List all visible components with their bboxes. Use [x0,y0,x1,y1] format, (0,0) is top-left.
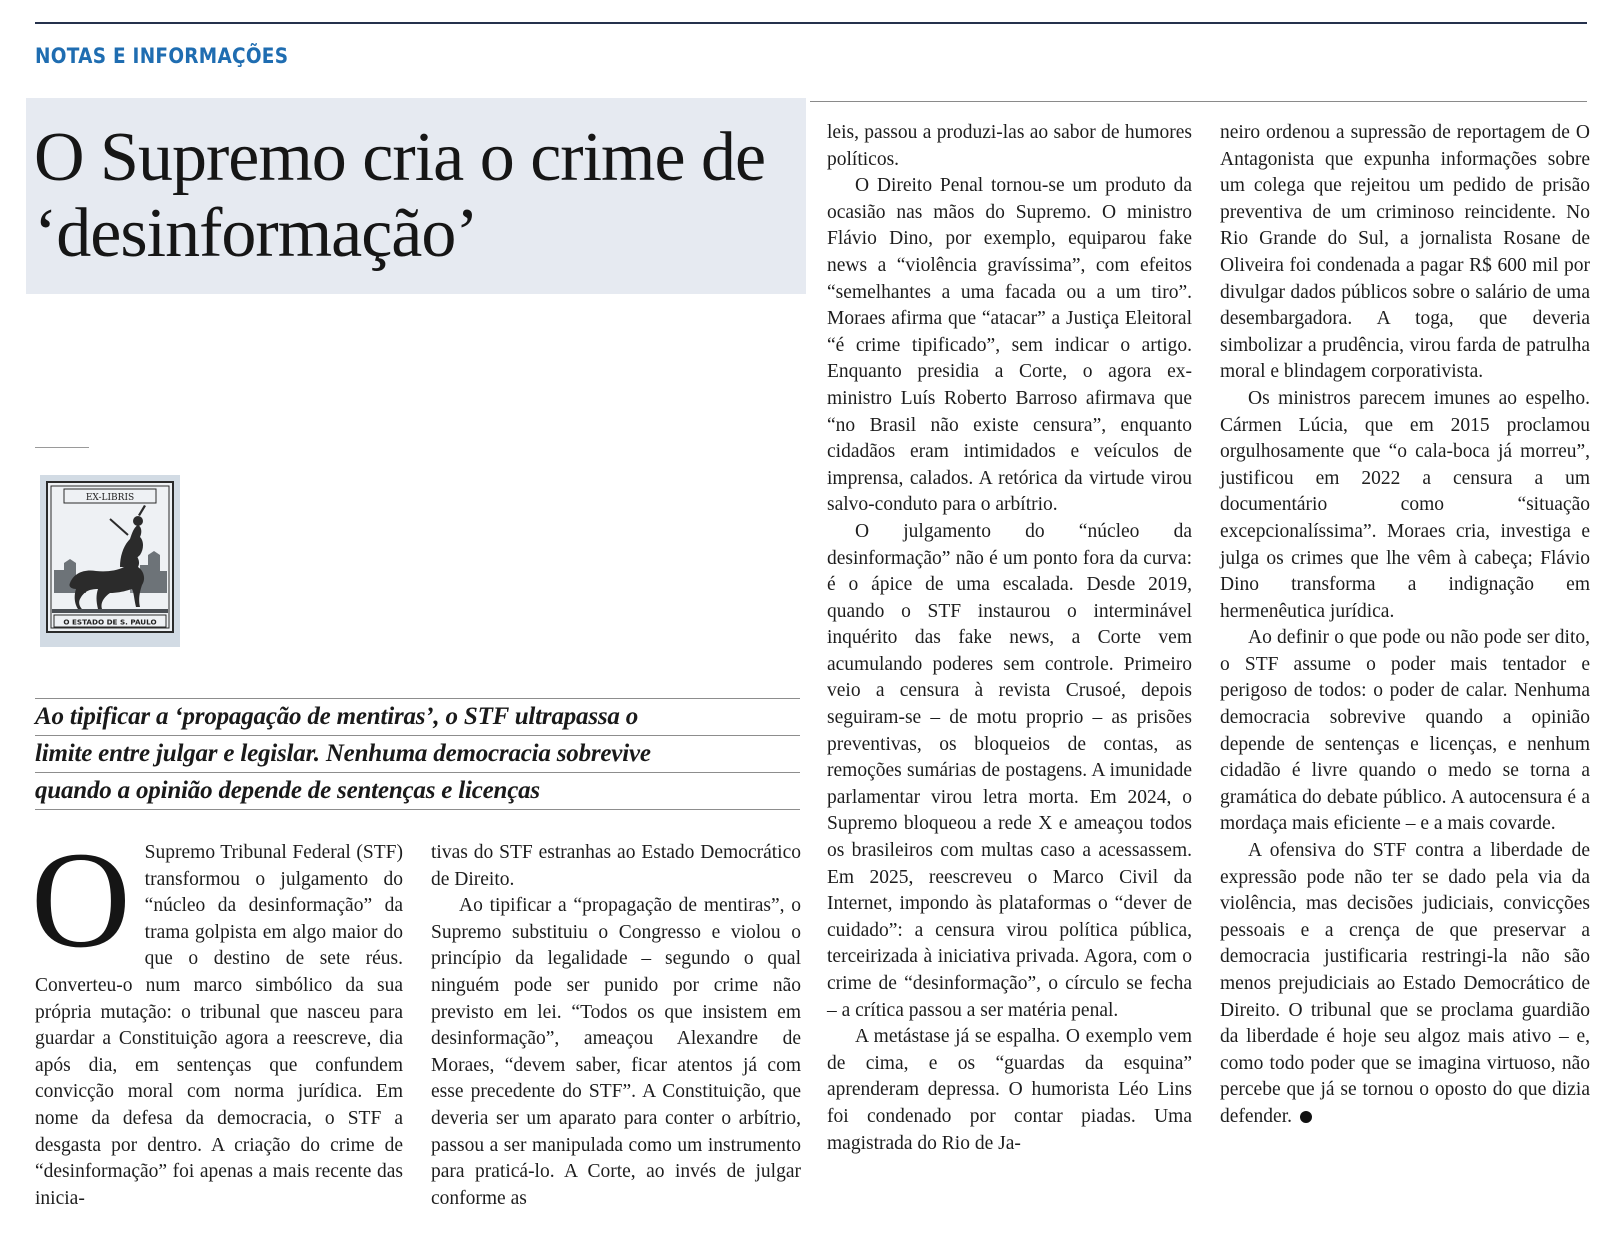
paragraph: Ao definir o que pode ou não pode ser dito, o STF assume o poder mais tentador e perigoso de todos: o poder de calar. Nenhuma democracia sobrevive quando a opinião depende de sentenças e licenças, e nenhum cidadão é livre quando o medo se torna a gramática do debate público. A autocensura é a mordaça mais eficiente – e a mais covarde. [1220,627,1590,835]
paragraph: O Direito Penal tornou-se um produto da ocasião nas mãos do Supremo. O ministro Flávio Dino, por exemplo, equiparou fake news a “violência gravíssima”, com efeitos “semelhantes a uma facada ou a um tiro”. Moraes afirma que “atacar” a Justiça Eleitoral “é crime tipificado”, sem indicar o artigo. Enquanto presidia a Corte, o agora ex-ministro Luís Roberto Barroso afirmava que “no Brasil não existe censura”, enquanto cidadãos eram intimidados e veículos de imprensa, calados. A retórica da virtude virou salvo-conduto para o arbítrio. [827,175,1192,516]
deck-line: Ao tipificar a ‘propagação de mentiras’, o STF ultrapassa o [35,698,800,735]
column-top-rule [810,101,1587,102]
article-column-1 [31,823,403,1212]
paragraph: Supremo Tribunal Federal (STF) transformou o julgamento do “núcleo da desinformação” da trama golpista em algo maior do que o destino de sete réus. Converteu-o num marco simbólico da sua própria mutação: o tribunal que nasceu para guardar a Constituição agora a reescreve, dia após dia, em sentenças que confundem convicção moral com norma jurídica. Em nome da defesa da democracia, o STF a desgasta por dentro. A criação do crime de “desinformação” foi apenas a mais recente das inicia- [35,842,403,1209]
drop-cap: O [31,823,131,976]
paragraph: neiro ordenou a supressão de reportagem de O Antagonista que expunha informações sobre um colega que rejeitou um pedido de prisão preventiva de um criminoso reincidente. No Rio Grande do Sul, a jornalista Rosane de Oliveira foi condenada a pagar R$ 600 mil por divulgar dados públicos sobre o salário de uma desembargadora. A toga, que deveria simbolizar a prudência, virou farda de patrulha moral e blindagem corporativista. [1220,122,1590,383]
deck-bottom-rule [35,809,800,810]
ex-libris-logo [40,475,180,647]
logo-top-text: EX-LIBRIS [85,493,135,503]
paragraph: Os ministros parecem imunes ao espelho. Cármen Lúcia, que em 2015 proclamou orgulhosamente que “o cala-boca já morreu”, justificou em 2022 a censura a um documentário como “situação excepcionalíssima”. Moraes cria, investiga e julga os crimes que lhe vêm à cabeça; Flávio Dino transforma a indignação em hermenêutica jurídica. [1220,387,1590,622]
deck-line: limite entre julgar e legislar. Nenhuma democracia sobrevive [35,735,800,772]
end-mark-icon [1300,1111,1312,1123]
paragraph: A ofensiva do STF contra a liberdade de expressão pode não ter se dado pela via da violência, mas decisões judiciais, convicções pessoais e a crença de que preservar a democracia justificaria restringi-la não são menos prejudiciais ao Estado Democrático de Direito. O tribunal que se proclama guardião da liberdade é hoje seu algoz mais ativo – e, como todo poder que se imagina virtuoso, não percebe que já se tornou o oposto do que dizia defender. [1220,840,1590,1127]
article-column-2 [431,840,801,1212]
top-rule [35,22,1587,24]
paragraph: tivas do STF estranhas ao Estado Democrático de Direito. [431,842,801,890]
article-column-3 [827,120,1192,1157]
deck [35,698,800,810]
logo-bottom-text: O ESTADO DE S. PAULO [63,617,157,627]
headline: O Supremo cria o crime de ‘desinformação’ [34,119,766,272]
section-label: NOTAS E INFORMAÇÕES [35,44,289,68]
paragraph: O julgamento do “núcleo da desinformação” não é um ponto fora da curva: é o ápice de uma escalada. Desde 2019, quando o STF instaurou o interminável inquérito das fake news, a Corte vem acumulando poderes sem controle. Primeiro veio a censura à revista Crusoé, depois seguiram-se – de motu proprio – as prisões preventivas, os bloqueios de contas, as remoções sumárias de postagens. A imunidade parlamentar virou letra morta. Em 2024, o Supremo bloqueou a rede X e ameaçou todos os brasileiros com multas caso a acessassem. Em 2025, reescreveu o Marco Civil da Internet, impondo às plataformas o “dever de cuidado”: a censura virou política pública, terceirizada à iniciativa privada. Agora, com o crime de “desinformação”, o círculo se fecha – a crítica passou a ser matéria penal. [827,520,1192,1021]
article-column-4 [1220,120,1590,1131]
paragraph: leis, passou a produzi-las ao sabor de humores políticos. [827,122,1192,170]
deck-line: quando a opinião depende de sentenças e licenças [35,772,800,809]
short-divider [35,447,89,448]
paragraph: A metástase já se espalha. O exemplo vem de cima, e os “guardas da esquina” aprenderam depressa. O humorista Léo Lins foi condenado por contar piadas. Uma magistrada do Rio de Ja- [827,1026,1192,1154]
paragraph: Ao tipificar a “propagação de mentiras”, o Supremo substituiu o Congresso e violou o princípio da legalidade – segundo o qual ninguém pode ser punido por crime não previsto em lei. “Todos os que insistem em desinformação”, ameaçou Alexandre de Moraes, “devem saber, ficar atentos já com esse precedente do STF”. A Constituição, que deveria ser um aparato para conter o arbítrio, passou a ser manipulada como um instrumento para praticá-lo. A Corte, ao invés de julgar conforme as [431,895,801,1209]
